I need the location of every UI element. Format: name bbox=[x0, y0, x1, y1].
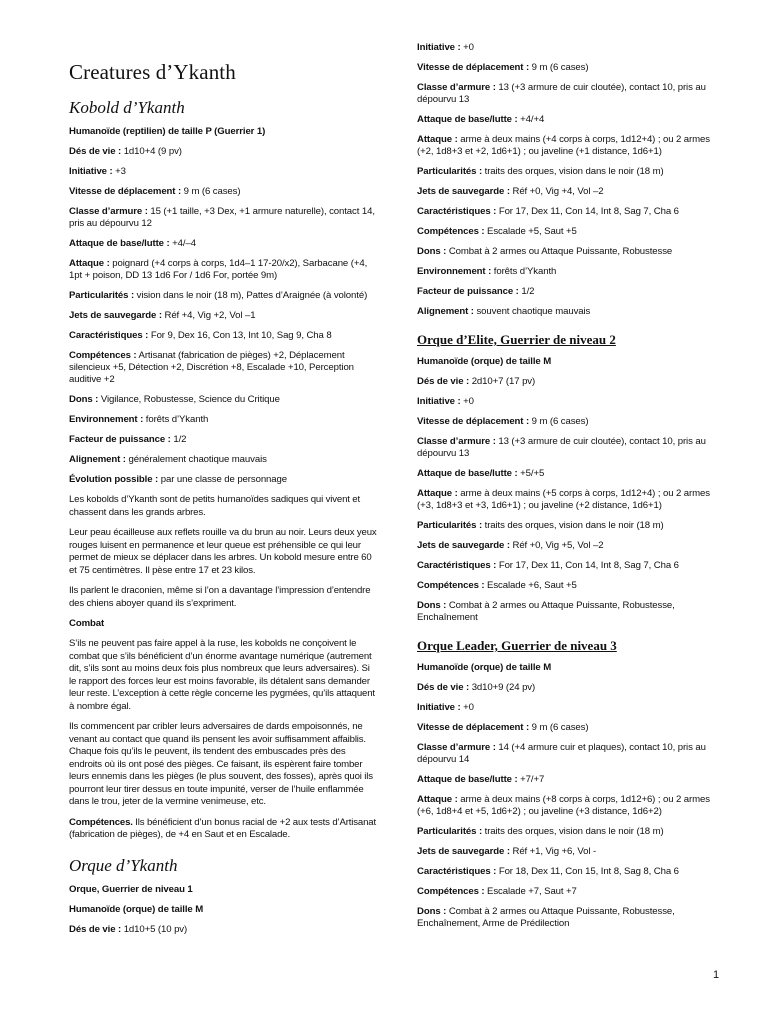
stat-value: arme à deux mains (+4 corps à corps, 1d12+4) ; ou 2 armes (+2, 1d8+3 et +2, 1d6+1) ; ou javeline (+1 distance, 1d6+1) bbox=[417, 134, 710, 157]
stat-label: Facteur de puissance : bbox=[417, 286, 519, 297]
stat-label: Dons : bbox=[417, 246, 447, 257]
stat-line bbox=[69, 924, 379, 936]
stat-value: Réf +4, Vig +2, Vol –1 bbox=[161, 310, 256, 321]
stat-value: forêts d’Ykanth bbox=[143, 414, 209, 425]
stat-label: Particularités : bbox=[417, 520, 483, 531]
elite-heading: Orque d’Elite, Guerrier de niveau 2 bbox=[417, 332, 616, 347]
right-column bbox=[417, 42, 717, 938]
stat-value: poignard (+4 corps à corps, 1d4–1 17-20/x2), Sarbacane (+4, 1pt + poison, DD 13 1d6 For / 1d6 For, portée 9m) bbox=[69, 258, 368, 281]
stat-line bbox=[69, 166, 379, 178]
stat-line bbox=[417, 774, 717, 786]
stat-value: Réf +0, Vig +4, Vol –2 bbox=[509, 186, 604, 197]
stat-line bbox=[417, 794, 717, 818]
stat-label: Alignement : bbox=[417, 306, 474, 317]
page-number: 1 bbox=[713, 969, 720, 981]
stat-line bbox=[417, 376, 717, 388]
skills-label: Compétences. bbox=[69, 816, 133, 828]
stat-label: Compétences : bbox=[69, 350, 137, 361]
orque-stat-block-continued bbox=[417, 42, 717, 318]
stat-value: Artisanat (fabrication de pièges) +2, Déplacement silencieux +5, Détection +2, Discrétion +8, Escalade +10, Perception auditive +2 bbox=[69, 350, 354, 385]
stat-label: Classe d’armure : bbox=[417, 82, 496, 93]
stat-label: Dés de vie : bbox=[417, 682, 470, 693]
stat-label: Attaque de base/lutte : bbox=[417, 114, 518, 125]
stat-line bbox=[69, 146, 379, 158]
stat-label: Classe d’armure : bbox=[417, 436, 496, 447]
stat-line bbox=[417, 134, 717, 158]
orque-heading: Orque d’Ykanth bbox=[69, 855, 178, 875]
stat-line bbox=[69, 454, 379, 466]
stat-line bbox=[417, 114, 717, 126]
stat-value: 14 (+4 armure cuir et plaques), contact 10, pris au dépourvu 14 bbox=[417, 742, 706, 765]
stat-label: Facteur de puissance : bbox=[69, 434, 171, 445]
stat-value: 13 (+3 armure de cuir cloutée), contact 10, pris au dépourvu 13 bbox=[417, 436, 706, 459]
stat-value: Escalade +7, Saut +7 bbox=[484, 886, 577, 897]
stat-value: +3 bbox=[112, 166, 126, 177]
stat-value: arme à deux mains (+8 corps à corps, 1d12+6) ; ou 2 armes (+6, 1d8+4 et +5, 1d6+2) ; ou javeline (+3 distance, 1d6+2) bbox=[417, 794, 710, 817]
stat-value: +5/+5 bbox=[517, 468, 545, 479]
stat-line bbox=[417, 62, 717, 74]
stat-label: Classe d’armure : bbox=[417, 742, 496, 753]
kobold-stat-block bbox=[69, 146, 379, 486]
stat-value: Escalade +5, Saut +5 bbox=[484, 226, 577, 237]
elite-stat-block bbox=[417, 376, 717, 624]
stat-label: Alignement : bbox=[69, 454, 126, 465]
stat-line bbox=[69, 310, 379, 322]
stat-label: Attaque de base/lutte : bbox=[417, 468, 518, 479]
stat-line bbox=[417, 286, 717, 298]
stat-value: +4/–4 bbox=[169, 238, 196, 249]
stat-label: Jets de sauvegarde : bbox=[417, 846, 510, 857]
stat-label: Initiative : bbox=[69, 166, 113, 177]
stat-line bbox=[417, 866, 717, 878]
stat-line bbox=[417, 82, 717, 106]
stat-value: +0 bbox=[460, 702, 474, 713]
stat-value: 9 m (6 cases) bbox=[181, 186, 241, 197]
stat-value: forêts d’Ykanth bbox=[491, 266, 557, 277]
stat-value: +0 bbox=[460, 42, 474, 53]
stat-line bbox=[417, 742, 717, 766]
stat-line bbox=[417, 886, 717, 898]
stat-label: Environnement : bbox=[417, 266, 492, 277]
stat-label: Dés de vie : bbox=[69, 146, 122, 157]
stat-line bbox=[417, 468, 717, 480]
stat-line bbox=[417, 682, 717, 694]
stat-line bbox=[417, 42, 717, 54]
stat-label: Caractéristiques : bbox=[69, 330, 149, 341]
leader-heading: Orque Leader, Guerrier de niveau 3 bbox=[417, 638, 617, 653]
stat-line bbox=[417, 580, 717, 592]
stat-value: 9 m (6 cases) bbox=[529, 62, 589, 73]
combat-paragraph: Ils commencent par cribler leurs adversaires de dards empoisonnés, ne venant au contact que quand ils pensent les avoir suffisamment affaiblis. Chaque fois qu’ils le peuvent, ils tendent des embuscades près des endroits où ils ont posé des pièges. Ce faisant, ils espèrent faire tomber leurs ennemis dans les pièges (le plus souvent, des fosses), après quoi ils pourront leur tirer dessus en toute impunité, verser de l’huile enflammée dans le trou, jeter de la vermine venimeuse, etc. bbox=[69, 721, 373, 807]
stat-line bbox=[417, 600, 717, 624]
stat-value: For 17, Dex 11, Con 14, Int 8, Sag 7, Cha 6 bbox=[496, 206, 679, 217]
stat-label: Dons : bbox=[69, 394, 99, 405]
stat-line bbox=[69, 186, 379, 198]
elite-type-line: Humanoïde (orque) de taille M bbox=[417, 356, 552, 367]
stat-label: Dons : bbox=[417, 600, 447, 611]
stat-value: arme à deux mains (+5 corps à corps, 1d12+4) ; ou 2 armes (+3, 1d8+3 et +3, 1d6+1) ; ou javeline (+2 distance, 1d6+1) bbox=[417, 488, 710, 511]
stat-label: Vitesse de déplacement : bbox=[69, 186, 182, 197]
page-title: Creatures d’Ykanth bbox=[69, 60, 236, 84]
stat-line bbox=[417, 226, 717, 238]
stat-line bbox=[69, 290, 379, 302]
stat-line bbox=[417, 826, 717, 838]
stat-value: vision dans le noir (18 m), Pattes d’Araignée (à volonté) bbox=[134, 290, 368, 301]
stat-label: Initiative : bbox=[417, 42, 461, 53]
stat-label: Classe d’armure : bbox=[69, 206, 148, 217]
stat-label: Vitesse de déplacement : bbox=[417, 722, 530, 733]
stat-value: Réf +1, Vig +6, Vol - bbox=[509, 846, 597, 857]
left-column bbox=[69, 98, 379, 944]
stat-value: 15 (+1 taille, +3 Dex, +1 armure naturelle), contact 14, pris au dépourvu 12 bbox=[69, 206, 375, 229]
stat-value: 1d10+5 (10 pv) bbox=[121, 923, 188, 935]
stat-label: Attaque : bbox=[69, 258, 110, 269]
stat-label: Dons : bbox=[417, 906, 447, 917]
stat-label: Attaque : bbox=[417, 134, 458, 145]
combat-paragraph: S’ils ne peuvent pas faire appel à la ruse, les kobolds ne conçoivent le combat que s’ils bénéficient d’un énorme avantage numérique (autrement dit, s’ils sont au moins deux fois plus nombreux que leurs adversaires). Si le rapport des forces leur est moins favorable, ils détalent sans demander leur reste. L’exception à cette règle concerne les pygmées, qu’ils attaquent à nombre égal. bbox=[69, 638, 375, 712]
stat-value: par une classe de personnage bbox=[158, 474, 287, 485]
stat-value: 2d10+7 (17 pv) bbox=[469, 376, 536, 387]
stat-value: 1d10+4 (9 pv) bbox=[121, 146, 182, 157]
stat-line bbox=[69, 474, 379, 486]
stat-label: Attaque : bbox=[417, 488, 458, 499]
stat-label: Attaque : bbox=[417, 794, 458, 805]
stat-line bbox=[417, 206, 717, 218]
stat-value: 1/2 bbox=[518, 286, 535, 297]
orque-type-line: Humanoïde (orque) de taille M bbox=[69, 903, 204, 915]
stat-value: 13 (+3 armure de cuir cloutée), contact 10, pris au dépourvu 13 bbox=[417, 82, 706, 105]
stat-label: Particularités : bbox=[417, 826, 483, 837]
orque-subtitle-class: Orque, Guerrier de niveau 1 bbox=[69, 883, 193, 895]
stat-line bbox=[417, 436, 717, 460]
kobold-description-paragraph: Ils parlent le draconien, même si l’on a davantage l’impression d’entendre des chiens aboyer quand ils s’expriment. bbox=[69, 585, 371, 609]
stat-line bbox=[417, 906, 717, 930]
stat-label: Compétences : bbox=[417, 886, 485, 897]
stat-value: généralement chaotique mauvais bbox=[125, 454, 267, 465]
stat-line bbox=[417, 488, 717, 512]
stat-value: 9 m (6 cases) bbox=[529, 416, 589, 427]
stat-line bbox=[417, 396, 717, 408]
combat-heading: Combat bbox=[69, 618, 105, 629]
stat-line bbox=[69, 394, 379, 406]
stat-label: Caractéristiques : bbox=[417, 560, 497, 571]
stat-line bbox=[69, 414, 379, 426]
stat-line bbox=[417, 186, 717, 198]
stat-value: 3d10+9 (24 pv) bbox=[469, 682, 536, 693]
kobold-description-paragraph: Les kobolds d’Ykanth sont de petits humanoïdes sadiques qui vivent et chassent dans les grands arbres. bbox=[69, 494, 360, 518]
stat-line bbox=[69, 258, 379, 282]
stat-line bbox=[69, 238, 379, 250]
stat-value: Combat à 2 armes ou Attaque Puissante, Robustesse, Enchaînement bbox=[417, 600, 675, 623]
stat-label: Particularités : bbox=[69, 290, 135, 301]
stat-line bbox=[69, 330, 379, 342]
stat-value: For 18, Dex 11, Con 15, Int 8, Sag 8, Cha 6 bbox=[496, 866, 679, 877]
stat-value: traits des orques, vision dans le noir (18 m) bbox=[482, 166, 664, 177]
stat-value: 1/2 bbox=[170, 434, 187, 445]
stat-value: souvent chaotique mauvais bbox=[473, 306, 591, 317]
stat-label: Jets de sauvegarde : bbox=[417, 186, 510, 197]
stat-line bbox=[417, 722, 717, 734]
stat-label: Initiative : bbox=[417, 396, 461, 407]
stat-label: Environnement : bbox=[69, 414, 144, 425]
kobold-type-line: Humanoïde (reptilien) de taille P (Guerrier 1) bbox=[69, 126, 266, 137]
stat-line bbox=[417, 846, 717, 858]
stat-line bbox=[69, 350, 379, 386]
kobold-heading: Kobold d’Ykanth bbox=[69, 98, 185, 117]
stat-value: traits des orques, vision dans le noir (18 m) bbox=[482, 826, 664, 837]
stat-label: Jets de sauvegarde : bbox=[417, 540, 510, 551]
stat-label: Attaque de base/lutte : bbox=[69, 238, 170, 249]
stat-line bbox=[417, 166, 717, 178]
stat-label: Vitesse de déplacement : bbox=[417, 416, 530, 427]
stat-label: Compétences : bbox=[417, 580, 485, 591]
stat-label: Caractéristiques : bbox=[417, 866, 497, 877]
stat-label: Attaque de base/lutte : bbox=[417, 774, 518, 785]
stat-label: Caractéristiques : bbox=[417, 206, 497, 217]
stat-label: Dés de vie : bbox=[417, 376, 470, 387]
stat-label: Particularités : bbox=[417, 166, 483, 177]
stat-value: 9 m (6 cases) bbox=[529, 722, 589, 733]
stat-line bbox=[69, 434, 379, 446]
stat-line bbox=[69, 206, 379, 230]
stat-label: Évolution possible : bbox=[69, 474, 159, 485]
stat-value: For 9, Dex 16, Con 13, Int 10, Sag 9, Cha 8 bbox=[148, 330, 332, 341]
stat-value: For 17, Dex 11, Con 14, Int 8, Sag 7, Cha 6 bbox=[496, 560, 679, 571]
stat-label: Dés de vie : bbox=[69, 923, 122, 935]
stat-label: Vitesse de déplacement : bbox=[417, 62, 530, 73]
stat-value: +4/+4 bbox=[517, 114, 545, 125]
stat-line bbox=[417, 702, 717, 714]
stat-value: +7/+7 bbox=[517, 774, 545, 785]
stat-value: traits des orques, vision dans le noir (18 m) bbox=[482, 520, 664, 531]
leader-stat-block bbox=[417, 682, 717, 930]
stat-value: +0 bbox=[460, 396, 474, 407]
stat-value: Combat à 2 armes ou Attaque Puissante, Robustesse, Enchaînement, Arme de Prédilection bbox=[417, 906, 675, 929]
stat-line bbox=[417, 246, 717, 258]
skills-text: Ils bénéficient d’un bonus racial de +2 aux tests d’Artisanat (fabrication de pièges), de +4 en Saut et en Escalade. bbox=[69, 816, 377, 840]
stat-label: Jets de sauvegarde : bbox=[69, 310, 162, 321]
stat-value: Combat à 2 armes ou Attaque Puissante, Robustesse bbox=[446, 246, 673, 257]
stat-line bbox=[417, 416, 717, 428]
stat-label: Compétences : bbox=[417, 226, 485, 237]
stat-line bbox=[417, 266, 717, 278]
stat-line bbox=[417, 540, 717, 552]
kobold-description-paragraph: Leur peau écailleuse aux reflets rouille va du brun au noir. Leurs deux yeux rouges luisent en permanence et leur queue est préhensible ce qui leur permet de mieux se déplacer dans les arbres. Un kobold mesure entre 60 et 75 centimètres. Il pèse entre 17 et 23 kilos. bbox=[69, 527, 377, 576]
stat-label: Initiative : bbox=[417, 702, 461, 713]
stat-line bbox=[417, 306, 717, 318]
stat-value: Vigilance, Robustesse, Science du Critique bbox=[98, 394, 280, 405]
leader-type-line: Humanoïde (orque) de taille M bbox=[417, 662, 552, 673]
skills-paragraph bbox=[69, 817, 379, 842]
stat-value: Réf +0, Vig +5, Vol –2 bbox=[509, 540, 604, 551]
stat-line bbox=[417, 560, 717, 572]
stat-line bbox=[417, 520, 717, 532]
stat-value: Escalade +6, Saut +5 bbox=[484, 580, 577, 591]
